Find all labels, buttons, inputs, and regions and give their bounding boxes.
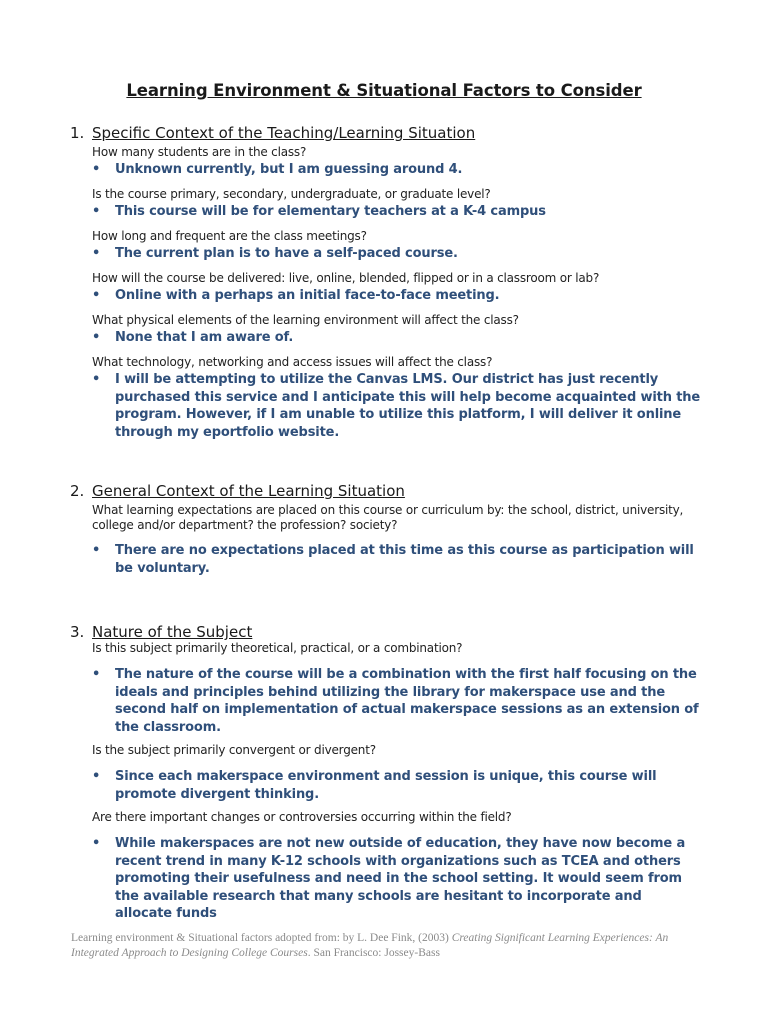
answer-text: Since each makerspace environment and session is unique, this course will promote divergent thinking. <box>115 769 657 802</box>
section-title: Nature of the Subject <box>92 623 253 641</box>
answer-text: The current plan is to have a self-paced course. <box>115 246 458 261</box>
answer-text: The nature of the course will be a combination with the first half focusing on the ideals and principles behind utilizing the library for makerspace use and the second half on implementation of actual makerspace sessions as an extension of the classroom. <box>115 667 699 735</box>
answer-meetings <box>92 245 702 263</box>
bullet-icon: • <box>92 769 101 784</box>
answer-text: There are no expectations placed at this time as this course as participation will be voluntary. <box>115 543 694 576</box>
answer-text: While makerspaces are not new outside of education, they have now become a recent trend in many K-12 schools with organizations such as TCEA and others promoting their usefulness and need in the school setting. It would seem from the available research that many schools are hesitant to incorporate and allocate funds <box>115 836 686 921</box>
footer-book-title: Creating Significant Learning Experiences: An Integrated Approach to Designing College Courses <box>71 932 669 959</box>
answer-physical <box>92 329 702 347</box>
answer-text: Online with a perhaps an initial face-to-face meeting. <box>115 288 500 303</box>
answer-students <box>92 161 702 179</box>
section-title: Specific Context of the Teaching/Learning Situation <box>92 124 476 142</box>
section-number: 2. <box>70 482 85 500</box>
section-number: 3. <box>70 623 85 641</box>
question-convergent: Is the subject primarily convergent or divergent? <box>92 743 376 757</box>
answer-expectations <box>92 542 702 577</box>
answer-text: Unknown currently, but I am guessing around 4. <box>115 162 463 177</box>
question-delivery: How will the course be delivered: live, online, blended, flipped or in a classroom or lab? <box>92 271 600 285</box>
question-level: Is the course primary, secondary, undergraduate, or graduate level? <box>92 187 491 201</box>
bullet-icon: • <box>92 288 101 303</box>
answer-level <box>92 203 702 221</box>
answer-theoretical <box>92 666 702 736</box>
footer-citation-prefix: Learning environment & Situational factors adopted from: by L. Dee Fink, (2003) <box>71 932 452 944</box>
question-theoretical: Is this subject primarily theoretical, practical, or a combination? <box>92 641 463 655</box>
bullet-icon: • <box>92 330 101 345</box>
answer-text: None that I am aware of. <box>115 330 294 345</box>
document-title: Learning Environment & Situational Factors to Consider <box>126 81 642 100</box>
section-title: General Context of the Learning Situation <box>92 482 405 500</box>
bullet-icon: • <box>92 162 101 177</box>
question-expectations: What learning expectations are placed on this course or curriculum by: the school, district, university, college and/or department? the profession? society? <box>92 503 684 532</box>
bullet-icon: • <box>92 667 101 682</box>
bullet-icon: • <box>92 372 101 387</box>
question-controversies: Are there important changes or controversies occurring within the field? <box>92 810 512 824</box>
answer-controversies <box>92 835 702 923</box>
question-physical: What physical elements of the learning environment will affect the class? <box>92 313 519 327</box>
section-3-heading <box>70 623 252 641</box>
section-number: 1. <box>70 124 85 142</box>
section-1-heading <box>70 124 475 142</box>
answer-text: I will be attempting to utilize the Canvas LMS. Our district has just recently purchased this service and I anticipate this will help become acquainted with the program. However, if I am unable to utilize this platform, I will deliver it online through my eportfolio website. <box>115 372 701 440</box>
answer-technology <box>92 371 702 441</box>
bullet-icon: • <box>92 543 101 558</box>
bullet-icon: • <box>92 204 101 219</box>
bullet-icon: • <box>92 836 101 851</box>
footer-citation-suffix: . San Francisco: Jossey-Bass <box>307 946 440 959</box>
bullet-icon: • <box>92 246 101 261</box>
question-meetings: How long and frequent are the class meetings? <box>92 229 367 243</box>
page-footer <box>71 931 711 960</box>
answer-text: This course will be for elementary teachers at a K-4 campus <box>115 204 546 219</box>
question-students: How many students are in the class? <box>92 145 307 159</box>
answer-delivery <box>92 287 702 305</box>
question-technology: What technology, networking and access issues will affect the class? <box>92 355 493 369</box>
answer-convergent <box>92 768 702 803</box>
section-2-heading <box>70 482 405 500</box>
